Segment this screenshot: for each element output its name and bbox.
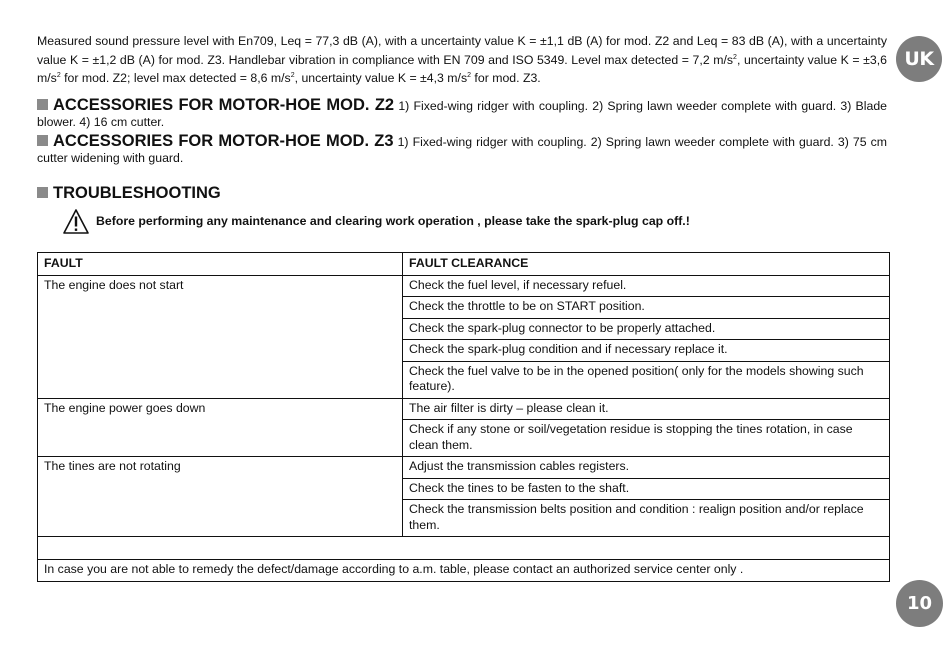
superscript: 2	[467, 72, 472, 80]
intro-text-5: for mod. Z3.	[471, 71, 541, 86]
table-footer-row	[38, 560, 890, 582]
table-header-row	[38, 253, 890, 276]
troubleshooting-section	[37, 183, 221, 203]
accessories-z3	[37, 133, 887, 166]
superscript: 2	[290, 72, 295, 80]
square-bullet-icon	[37, 135, 48, 146]
table-spacer-row	[38, 537, 890, 560]
clearance-column-header: FAULT CLEARANCE	[403, 253, 890, 276]
clearance-cell: Check the tines to be fasten to the shaft.	[403, 478, 890, 500]
accessories-z2-text: 1) Fixed-wing ridger with coupling. 2) Spring lawn weeder complete with guard. 3) Blade blower. 4) 16 cm cutter.	[37, 99, 888, 129]
troubleshooting-table	[37, 252, 890, 582]
troubleshooting-heading: TROUBLESHOOTING	[53, 184, 221, 202]
fault-cell: The tines are not rotating	[38, 457, 403, 537]
clearance-cell: Check the fuel level, if necessary refuel.	[403, 275, 890, 297]
clearance-cell: Check the transmission belts position and condition : realign position and/or replace them.	[403, 500, 890, 537]
accessories-z2	[37, 97, 887, 130]
clearance-cell: Check the spark-plug connector to be properly attached.	[403, 318, 890, 340]
footer-note: In case you are not able to remedy the defect/damage according to a.m. table, please contact an authorized service center only .	[38, 560, 890, 582]
fault-cell: The engine power goes down	[38, 398, 403, 457]
intro-text-2: , uncertainty value K = ±3,6 m/s	[37, 52, 888, 86]
clearance-cell: Check the fuel valve to be in the opened position( only for the models showing such feature).	[403, 361, 890, 398]
clearance-cell: Adjust the transmission cables registers.	[403, 457, 890, 479]
table-row	[38, 398, 890, 420]
intro-text-1: Measured sound pressure level with En709, Leq = 77,3 dB (A), with a uncertainty value K = ±1,1 dB (A) for mod. Z2 and Leq = 83 dB (A), with a uncertainty value K = ±1,2 dB (A) for mod. Z3. Handlebar vibration in compliance with EN 709 and ISO 5349. Level max detected = 7,2 m/s	[37, 34, 887, 67]
superscript: 2	[733, 53, 737, 61]
clearance-cell: Check the throttle to be on START position.	[403, 297, 890, 319]
clearance-cell: The air filter is dirty – please clean it.	[403, 398, 890, 420]
intro-paragraph	[37, 34, 887, 87]
warning-text: Before performing any maintenance and clearing work operation , please take the spark-plug cap off.!	[96, 214, 690, 228]
superscript: 2	[56, 72, 61, 80]
page-number-badge: 10	[896, 580, 943, 627]
clearance-cell: Check if any stone or soil/vegetation residue is stopping the tines rotation, in case clean them.	[403, 420, 890, 457]
warning-triangle-icon	[62, 208, 90, 235]
accessories-z3-text: 1) Fixed-wing ridger with coupling. 2) Spring lawn weeder complete with guard. 3) 75 cm cutter widening with guard.	[37, 135, 888, 165]
table-row	[38, 457, 890, 479]
intro-text-4: , uncertainty value K = ±4,3 m/s	[294, 71, 468, 86]
language-badge: UK	[896, 36, 942, 82]
fault-cell: The engine does not start	[38, 275, 403, 398]
empty-cell	[38, 537, 890, 560]
accessories-z3-heading: ACCESSORIES FOR MOTOR-HOE MOD. Z3	[53, 132, 394, 150]
square-bullet-icon	[37, 99, 48, 110]
warning-notice	[62, 207, 690, 235]
accessories-z2-heading: ACCESSORIES FOR MOTOR-HOE MOD. Z2	[53, 96, 395, 114]
fault-column-header: FAULT	[38, 253, 403, 276]
square-bullet-icon	[37, 187, 48, 198]
intro-text-3: for mod. Z2; level max detected = 8,6 m/s	[60, 71, 291, 86]
table-row	[38, 275, 890, 297]
clearance-cell: Check the spark-plug condition and if necessary replace it.	[403, 340, 890, 362]
